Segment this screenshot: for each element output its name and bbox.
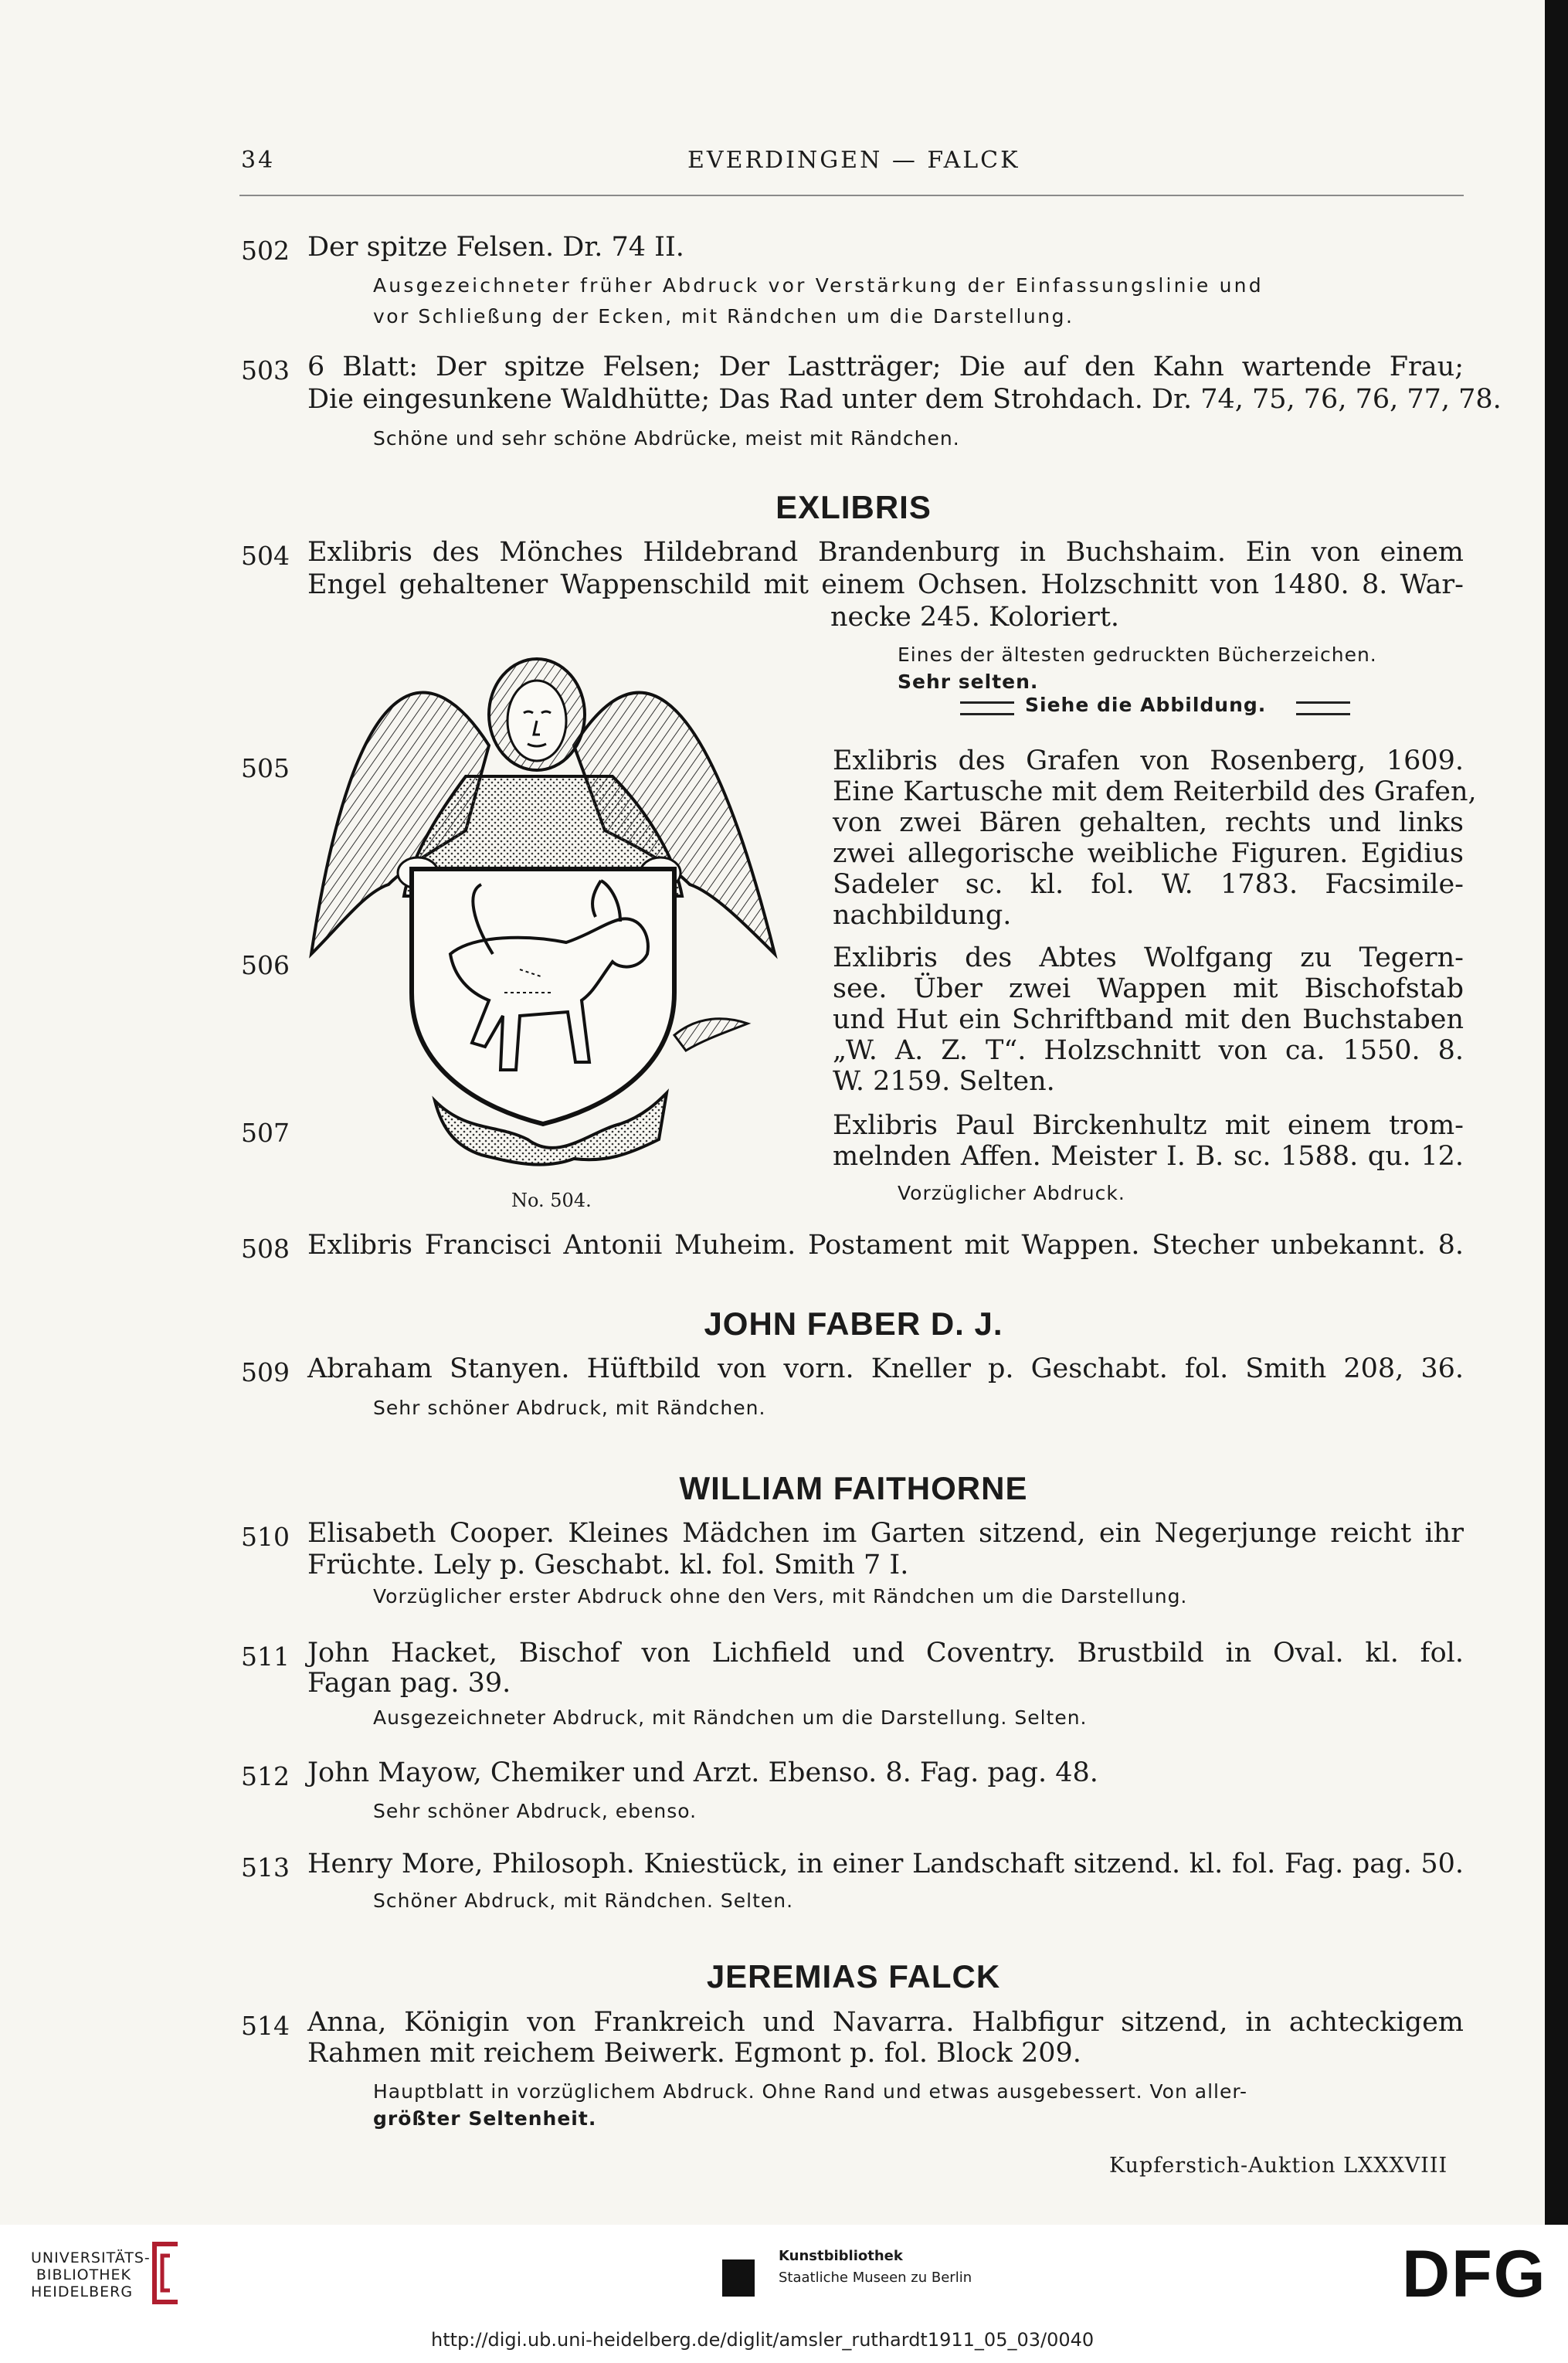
source-url[interactable]: http://digi.ub.uni-heidelberg.de/diglit/amsler_ruthardt1911_05_03/0040 xyxy=(431,2329,1095,2351)
entry-note: Schöner Abdruck, mit Rändchen. Selten. xyxy=(373,1889,794,1912)
entry-number: 513 xyxy=(241,1852,290,1883)
entry-number: 512 xyxy=(241,1761,290,1791)
section-heading-faithorne: WILLIAM FAITHORNE xyxy=(679,1470,1028,1506)
entry-text: Anna, Königin von Frankreich und Navarra. Halbfigur sitzend, in achteckigem xyxy=(307,2007,1464,2038)
entry-text: Die eingesunkene Waldhütte; Das Rad unter dem Strohdach. Dr. 74, 75, 76, 76, 77, 78. xyxy=(307,384,1502,415)
entry-note: vor Schließung der Ecken, mit Rändchen um die Darstellung. xyxy=(373,305,1074,328)
scan-edge xyxy=(1545,0,1568,2225)
ub-heidelberg-label: UNIVERSITÄTS- BIBLIOTHEK HEIDELBERG xyxy=(31,2249,151,2300)
angel-coat-of-arms-woodcut xyxy=(296,630,790,1170)
entry-text: Eine Kartusche mit dem Reiterbild des Grafen, xyxy=(833,776,1477,807)
section-heading-faber: JOHN FABER D. J. xyxy=(704,1305,1003,1342)
entry-text: Sadeler sc. kl. fol. W. 1783. Facsimile- xyxy=(833,869,1464,900)
entry-text: nachbildung. xyxy=(833,900,1012,931)
entry-text: John Mayow, Chemiker und Arzt. Ebenso. 8. Fag. pag. 48. xyxy=(307,1757,1098,1788)
entry-number: 508 xyxy=(241,1234,290,1264)
entry-text: see. Über zwei Wappen mit Bischofstab xyxy=(833,973,1464,1004)
entry-text: Engel gehaltener Wappenschild mit einem Ochsen. Holzschnitt von 1480. 8. War- xyxy=(307,569,1464,600)
decorative-rule-right xyxy=(1296,701,1350,715)
entry-text: und Hut ein Schriftband mit den Buchstaben xyxy=(833,1004,1464,1035)
kb-title: Kunstbibliothek xyxy=(779,2248,903,2264)
entry-text: Exlibris des Mönches Hildebrand Brandenburg in Buchshaim. Ein von einem xyxy=(307,537,1464,568)
entry-text: Exlibris Francisci Antonii Muheim. Postament mit Wappen. Stecher unbekannt. 8. xyxy=(307,1230,1464,1261)
entry-number: 510 xyxy=(241,1522,290,1552)
entry-text: 6 Blatt: Der spitze Felsen; Der Lastträger; Die auf den Kahn wartende Frau; xyxy=(307,351,1464,382)
flourish xyxy=(674,1019,748,1051)
entry-text: zwei allegorische weibliche Figuren. Egidius xyxy=(833,838,1464,869)
entry-text: Henry More, Philosoph. Kniestück, in einer Landschaft sitzend. kl. fol. Fag. pag. 50. xyxy=(307,1849,1464,1879)
running-title: EVERDINGEN — FALCK xyxy=(687,147,1020,174)
entry-number: 503 xyxy=(241,355,290,385)
section-heading-falck: JEREMIAS FALCK xyxy=(706,1958,1001,1995)
decorative-rule-left xyxy=(960,701,1014,715)
ub-heidelberg-logo-icon xyxy=(139,2240,193,2306)
entry-number: 506 xyxy=(241,950,290,980)
entry-number: 502 xyxy=(241,236,290,266)
entry-text: W. 2159. Selten. xyxy=(833,1066,1055,1097)
entry-note: Hauptblatt in vorzüglichem Abdruck. Ohne Rand und etwas ausgebessert. Von aller- xyxy=(373,2080,1248,2103)
entry-text: Fagan pag. 39. xyxy=(307,1668,511,1699)
kunstbibliothek-logo-icon xyxy=(722,2259,755,2297)
entry-text: melnden Affen. Meister I. B. sc. 1588. qu. 12. xyxy=(833,1141,1464,1172)
entry-text: Der spitze Felsen. Dr. 74 II. xyxy=(307,232,684,263)
figure-caption: No. 504. xyxy=(511,1190,592,1211)
entry-number: 507 xyxy=(241,1118,290,1148)
entry-text: Exlibris des Grafen von Rosenberg, 1609. xyxy=(833,745,1464,776)
entry-text: Früchte. Lely p. Geschabt. kl. fol. Smith 7 I. xyxy=(307,1550,909,1580)
catalogue-signature: Kupferstich-Auktion LXXXVIII xyxy=(1109,2154,1448,2178)
entry-note: Ausgezeichneter Abdruck, mit Rändchen um die Darstellung. Selten. xyxy=(373,1706,1088,1729)
entry-note: Schöne und sehr schöne Abdrücke, meist mit Rändchen. xyxy=(373,427,960,450)
entry-note: Sehr schöner Abdruck, mit Rändchen. xyxy=(373,1397,766,1419)
entry-number: 509 xyxy=(241,1357,290,1387)
entry-note-emphasis: größter Seltenheit. xyxy=(373,2107,597,2130)
header-rule xyxy=(239,195,1464,196)
entry-note-emphasis: Sehr selten. xyxy=(898,671,1039,693)
section-heading-exlibris: EXLIBRIS xyxy=(776,489,932,525)
entry-text: Exlibris Paul Birckenhultz mit einem trom- xyxy=(833,1110,1464,1141)
entry-number: 504 xyxy=(241,541,290,571)
page-number: 34 xyxy=(241,147,276,174)
entry-text: von zwei Bären gehalten, rechts und links xyxy=(833,807,1464,838)
entry-number: 511 xyxy=(241,1642,290,1672)
entry-note: Vorzüglicher Abdruck. xyxy=(898,1182,1125,1204)
entry-text: necke 245. Koloriert. xyxy=(830,602,1120,633)
entry-text: Exlibris des Abtes Wolfgang zu Tegern- xyxy=(833,942,1464,973)
entry-note: Ausgezeichneter früher Abdruck vor Verstärkung der Einfassungslinie und xyxy=(373,274,1264,297)
entry-text: Abraham Stanyen. Hüftbild von vorn. Kneller p. Geschabt. fol. Smith 208, 36. xyxy=(307,1353,1464,1384)
entry-text: „W. A. Z. T“. Holzschnitt von ca. 1550. 8. xyxy=(833,1035,1464,1066)
digitization-footer xyxy=(0,2225,1568,2363)
entry-note: Vorzüglicher erster Abdruck ohne den Vers, mit Rändchen um die Darstellung. xyxy=(373,1585,1188,1608)
entry-note: Sehr schöner Abdruck, ebenso. xyxy=(373,1800,697,1822)
entry-number: 514 xyxy=(241,2011,290,2041)
entry-note: Eines der ältesten gedruckten Bücherzeichen. xyxy=(898,643,1377,666)
entry-text: Rahmen mit reichem Beiwerk. Egmont p. fol. Block 209. xyxy=(307,2038,1081,2069)
entry-text: John Hacket, Bischof von Lichfield und Coventry. Brustbild in Oval. kl. fol. xyxy=(307,1638,1464,1669)
kb-subtitle: Staatliche Museen zu Berlin xyxy=(779,2270,972,2286)
entry-number: 505 xyxy=(241,753,290,783)
entry-text: Elisabeth Cooper. Kleines Mädchen im Garten sitzend, ein Negerjunge reicht ihr xyxy=(307,1518,1464,1549)
see-illustration-note: Siehe die Abbildung. xyxy=(1025,694,1267,716)
dfg-logo: DFG xyxy=(1402,2237,1547,2311)
